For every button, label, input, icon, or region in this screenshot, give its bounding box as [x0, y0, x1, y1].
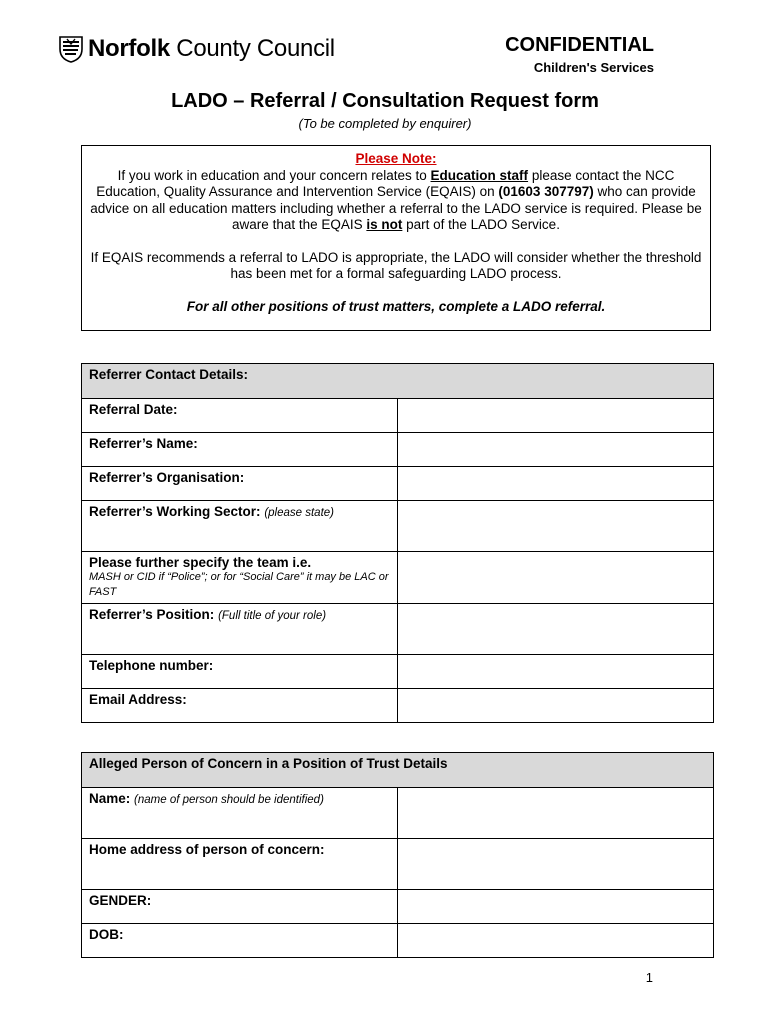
email-field[interactable] — [398, 689, 714, 723]
concern-name-field[interactable] — [398, 788, 714, 839]
referrer-name-label — [82, 433, 398, 467]
referrer-organisation-label — [82, 467, 398, 501]
field-hint: MASH or CID if “Police”; or for “Social Care” it may be LAC or FAST — [89, 571, 389, 598]
logo-bold-text: Norfolk — [88, 35, 170, 62]
concern-address-label — [82, 839, 398, 890]
field-label: Name: — [89, 791, 131, 806]
dob-label — [82, 924, 398, 958]
concern-address-field[interactable] — [398, 839, 714, 890]
field-hint: (name of person should be identified) — [134, 794, 324, 806]
team-specify-label — [82, 552, 398, 604]
concern-section-header: Alleged Person of Concern in a Position of Trust Details — [82, 753, 714, 788]
referrer-details-table — [81, 363, 714, 723]
field-label: Referral Date: — [89, 402, 178, 417]
referrer-position-field[interactable] — [398, 604, 714, 655]
referral-date-field[interactable] — [398, 399, 714, 433]
field-label: GENDER: — [89, 893, 152, 908]
concern-name-label — [82, 788, 398, 839]
please-note-box — [81, 145, 711, 331]
field-label: Telephone number: — [89, 658, 214, 673]
department-label: Children's Services — [533, 60, 654, 75]
page-subtitle: (To be completed by enquirer) — [298, 116, 472, 131]
referrer-position-label — [82, 604, 398, 655]
note-text: If you work in education and your concern relates to — [117, 167, 431, 183]
field-label: Referrer’s Organisation: — [89, 470, 245, 485]
gender-field[interactable] — [398, 890, 714, 924]
working-sector-label — [82, 501, 398, 552]
norfolk-crest-icon — [58, 35, 84, 63]
dob-field[interactable] — [398, 924, 714, 958]
council-logo — [58, 34, 335, 64]
field-label: Home address of person of concern: — [89, 842, 325, 857]
field-label: Email Address: — [89, 692, 187, 707]
note-paragraph-3: For all other positions of trust matters, complete a LADO referral. — [186, 298, 606, 314]
field-hint: (please state) — [264, 507, 335, 519]
referrer-name-field[interactable] — [398, 433, 714, 467]
note-emphasis: is not — [366, 217, 403, 232]
note-text: part of the LADO Service. — [402, 217, 560, 232]
page-number: 1 — [645, 970, 653, 985]
email-label — [82, 689, 398, 723]
logo-wordmark — [88, 34, 335, 64]
note-text: please contact the NCC Education, Quality Assurance and Intervention Service (EQAIS) on — [96, 167, 675, 199]
field-label: Please further specify the team i.e. — [89, 555, 312, 570]
team-specify-field[interactable] — [398, 552, 714, 604]
logo-rest-text: County Council — [176, 35, 335, 62]
note-heading: Please Note: — [355, 151, 437, 166]
note-paragraph-2: If EQAIS recommends a referral to LADO is appropriate, the LADO will consider whether the threshold has been met for a formal safeguarding LADO process. — [90, 249, 702, 281]
field-label: Referrer’s Position: — [89, 607, 215, 622]
field-hint: (Full title of your role) — [218, 610, 327, 622]
field-label: DOB: — [89, 927, 124, 942]
referral-date-label — [82, 399, 398, 433]
person-of-concern-table — [81, 752, 714, 958]
referrer-organisation-field[interactable] — [398, 467, 714, 501]
field-label: Referrer’s Working Sector: — [89, 504, 261, 519]
gender-label — [82, 890, 398, 924]
telephone-label — [82, 655, 398, 689]
eqais-phone: (01603 307797) — [498, 184, 594, 199]
working-sector-field[interactable] — [398, 501, 714, 552]
note-emphasis: Education staff — [430, 167, 529, 183]
note-paragraph-1 — [90, 168, 702, 234]
note-text: who can provide advice on all education matters including whether a referral to the LADO service is required. Please be aware that the EQAIS — [90, 184, 702, 232]
telephone-field[interactable] — [398, 655, 714, 689]
confidential-label: CONFIDENTIAL — [505, 34, 654, 56]
field-label: Referrer’s Name: — [89, 436, 198, 451]
referrer-section-header: Referrer Contact Details: — [82, 364, 714, 399]
page-title: LADO – Referral / Consultation Request form — [171, 90, 599, 112]
